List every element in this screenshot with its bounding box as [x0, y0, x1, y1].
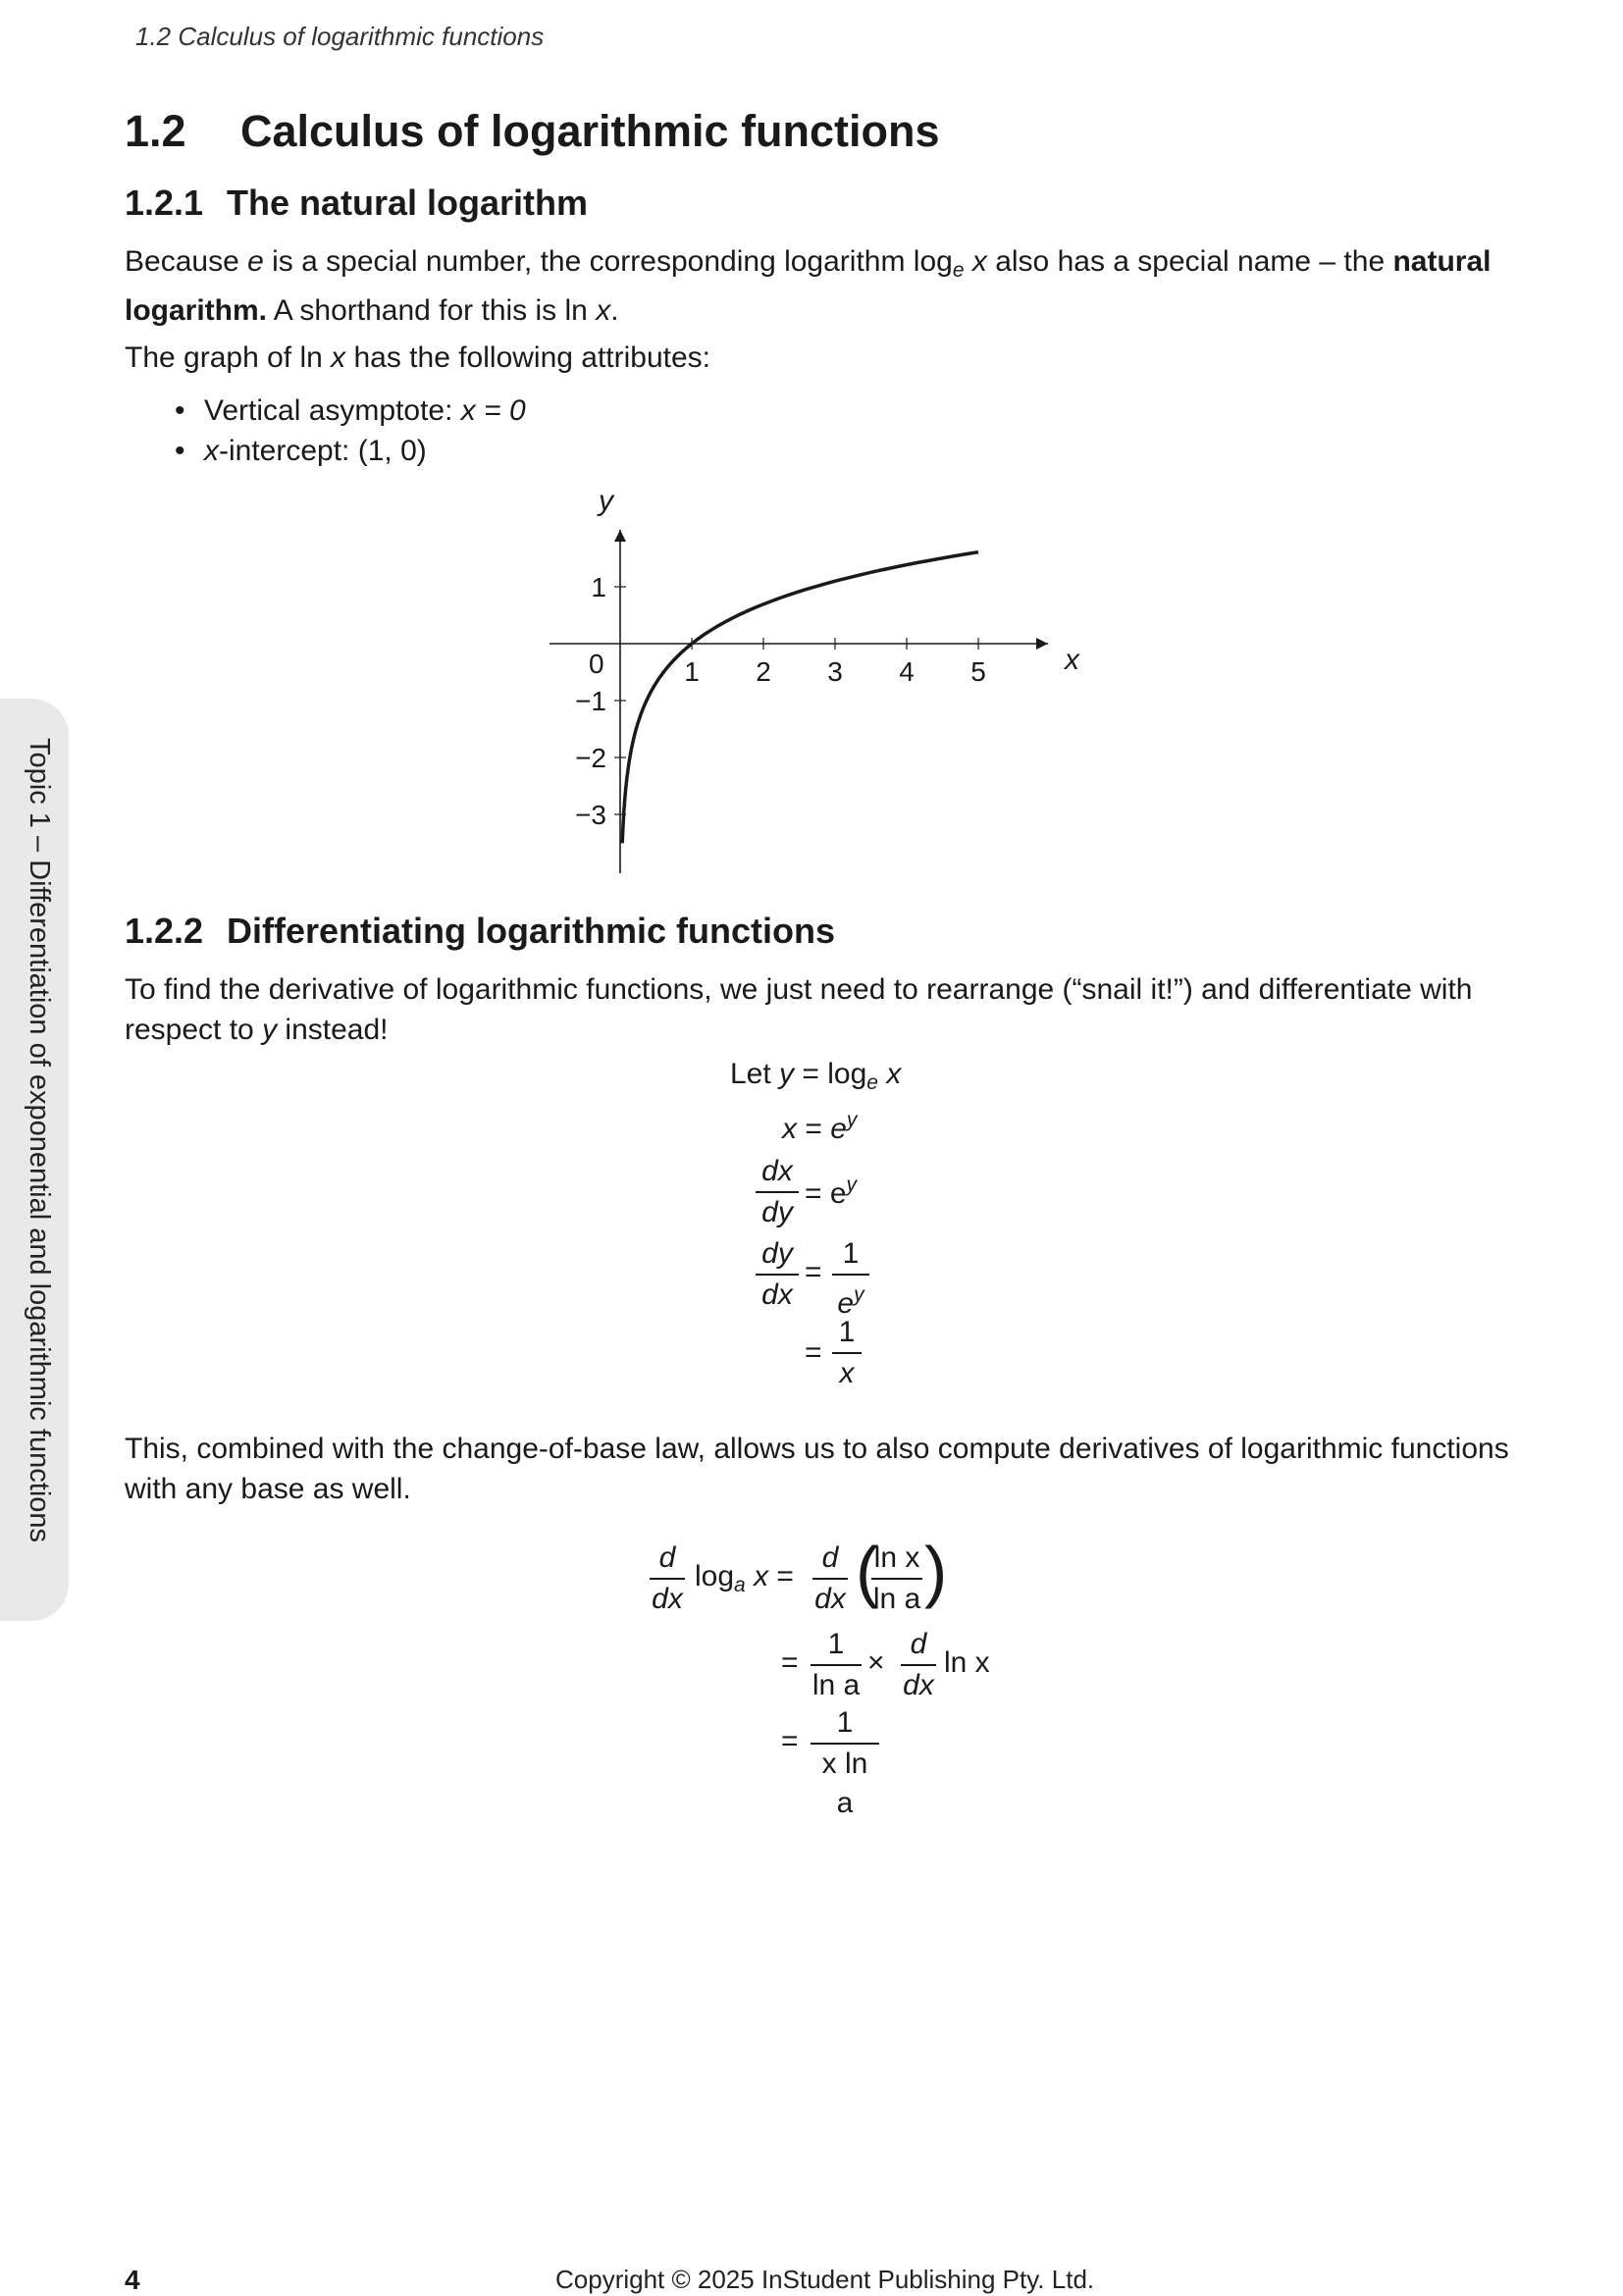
y-tick-label: −2: [575, 743, 606, 773]
x-axis-arrow: [1036, 638, 1048, 650]
fraction-lnx-over-lna: $\frac{\text{ln x}}{\text{ln a}}$: [871, 1539, 922, 1619]
paragraph-derivative-intro: To find the derivative of logarithmic functions, we just need to rearrange (“snail it!”) and differentiate with respect to y instead!: [125, 973, 1473, 1046]
subsection-title-1: [125, 183, 588, 224]
ln-x: ln x: [944, 1646, 990, 1679]
ln-graph: [530, 481, 1099, 893]
paragraph-change-of-base: This, combined with the change-of-base law, allows us to also compute derivatives of logarithmic functions with any base as well.: [125, 1433, 1509, 1505]
subsection-number-1: 1.2.1: [125, 183, 204, 223]
running-head: 1.2 Calculus of logarithmic functions: [135, 22, 545, 51]
y-axis-arrow: [614, 530, 626, 542]
left-paren: (: [856, 1533, 879, 1609]
fraction-1-over-ey: $\frac{1}{e^y}$: [832, 1234, 869, 1324]
paragraph-natural-log: Because e is a special number, the corresponding logarithm $\log_e x$ also has a special name – the natural logarithm. A shorthand for this is ln x.: [125, 245, 1492, 327]
equals-sign: =: [805, 1336, 822, 1369]
x-tick-label: 4: [899, 656, 915, 687]
derivation-line-2: $x = e^y$: [782, 1109, 858, 1145]
log-a-x: $\log_a x$ =: [695, 1560, 794, 1596]
fraction-1-over-xlna: $\frac{1}{\text{x ln a}}$: [811, 1703, 879, 1823]
y-tick-label: −3: [575, 800, 606, 830]
section-title: [125, 106, 940, 157]
x-axis-label: x: [1065, 644, 1079, 676]
y-axis-label: y: [599, 485, 613, 517]
times-sign: ×: [867, 1646, 885, 1679]
section-number: 1.2: [125, 106, 186, 156]
x-tick-label: 1: [684, 656, 700, 687]
fraction-d-dx: $\frac{d}{dx}$: [901, 1625, 936, 1705]
ln-curve: [622, 552, 978, 844]
right-paren: ): [924, 1533, 948, 1609]
subsection-title-text-2: Differentiating logarithmic functions: [227, 911, 836, 951]
attribute-list: [175, 391, 526, 471]
fraction-d-dx: $\frac{d}{dx}$: [812, 1539, 848, 1619]
fraction-1-over-x: $\frac{1}{x}$: [832, 1313, 862, 1393]
section-title-text: Calculus of logarithmic functions: [240, 106, 940, 156]
origin-label: 0: [589, 649, 604, 679]
equals-sign: =: [781, 1646, 799, 1679]
fraction-dy-dx: $\frac{dy}{dx}$: [756, 1234, 799, 1315]
fraction-dx-dy: $\frac{dx}{dy}$: [756, 1152, 799, 1232]
fraction-1-over-lna: $\frac{1}{\text{ln a}}$: [811, 1625, 862, 1705]
subsection-title-text-1: The natural logarithm: [227, 183, 589, 223]
footer-copyright: Copyright © 2025 InStudent Publishing Pty. Ltd.: [555, 2265, 1095, 2294]
y-tick-label: 1: [591, 572, 606, 602]
paragraph-graph-attributes: The graph of ln x has the following attributes:: [125, 341, 711, 374]
derivation-eq-ey: = $e^y$: [805, 1174, 858, 1210]
y-tick-label: −1: [575, 686, 606, 716]
derivation-line-1: Let $y = \log_e x$: [730, 1058, 902, 1094]
list-item: • x-intercept: (1, 0): [175, 431, 526, 471]
side-tab-label: Topic 1 – Differentiation of exponential and logarithmic functions: [24, 738, 55, 1543]
x-tick-label: 5: [970, 656, 986, 687]
x-tick-label: 3: [827, 656, 843, 687]
page-number: 4: [125, 2265, 140, 2295]
subsection-title-2: [125, 911, 835, 952]
equals-sign: =: [781, 1725, 799, 1757]
list-item: • Vertical asymptote: x = 0: [175, 391, 526, 431]
subsection-number-2: 1.2.2: [125, 911, 204, 951]
fraction-d-dx: $\frac{d}{dx}$: [650, 1539, 685, 1619]
equals-sign: =: [805, 1256, 822, 1288]
graph-ticks: [575, 572, 986, 830]
x-tick-label: 2: [756, 656, 771, 687]
